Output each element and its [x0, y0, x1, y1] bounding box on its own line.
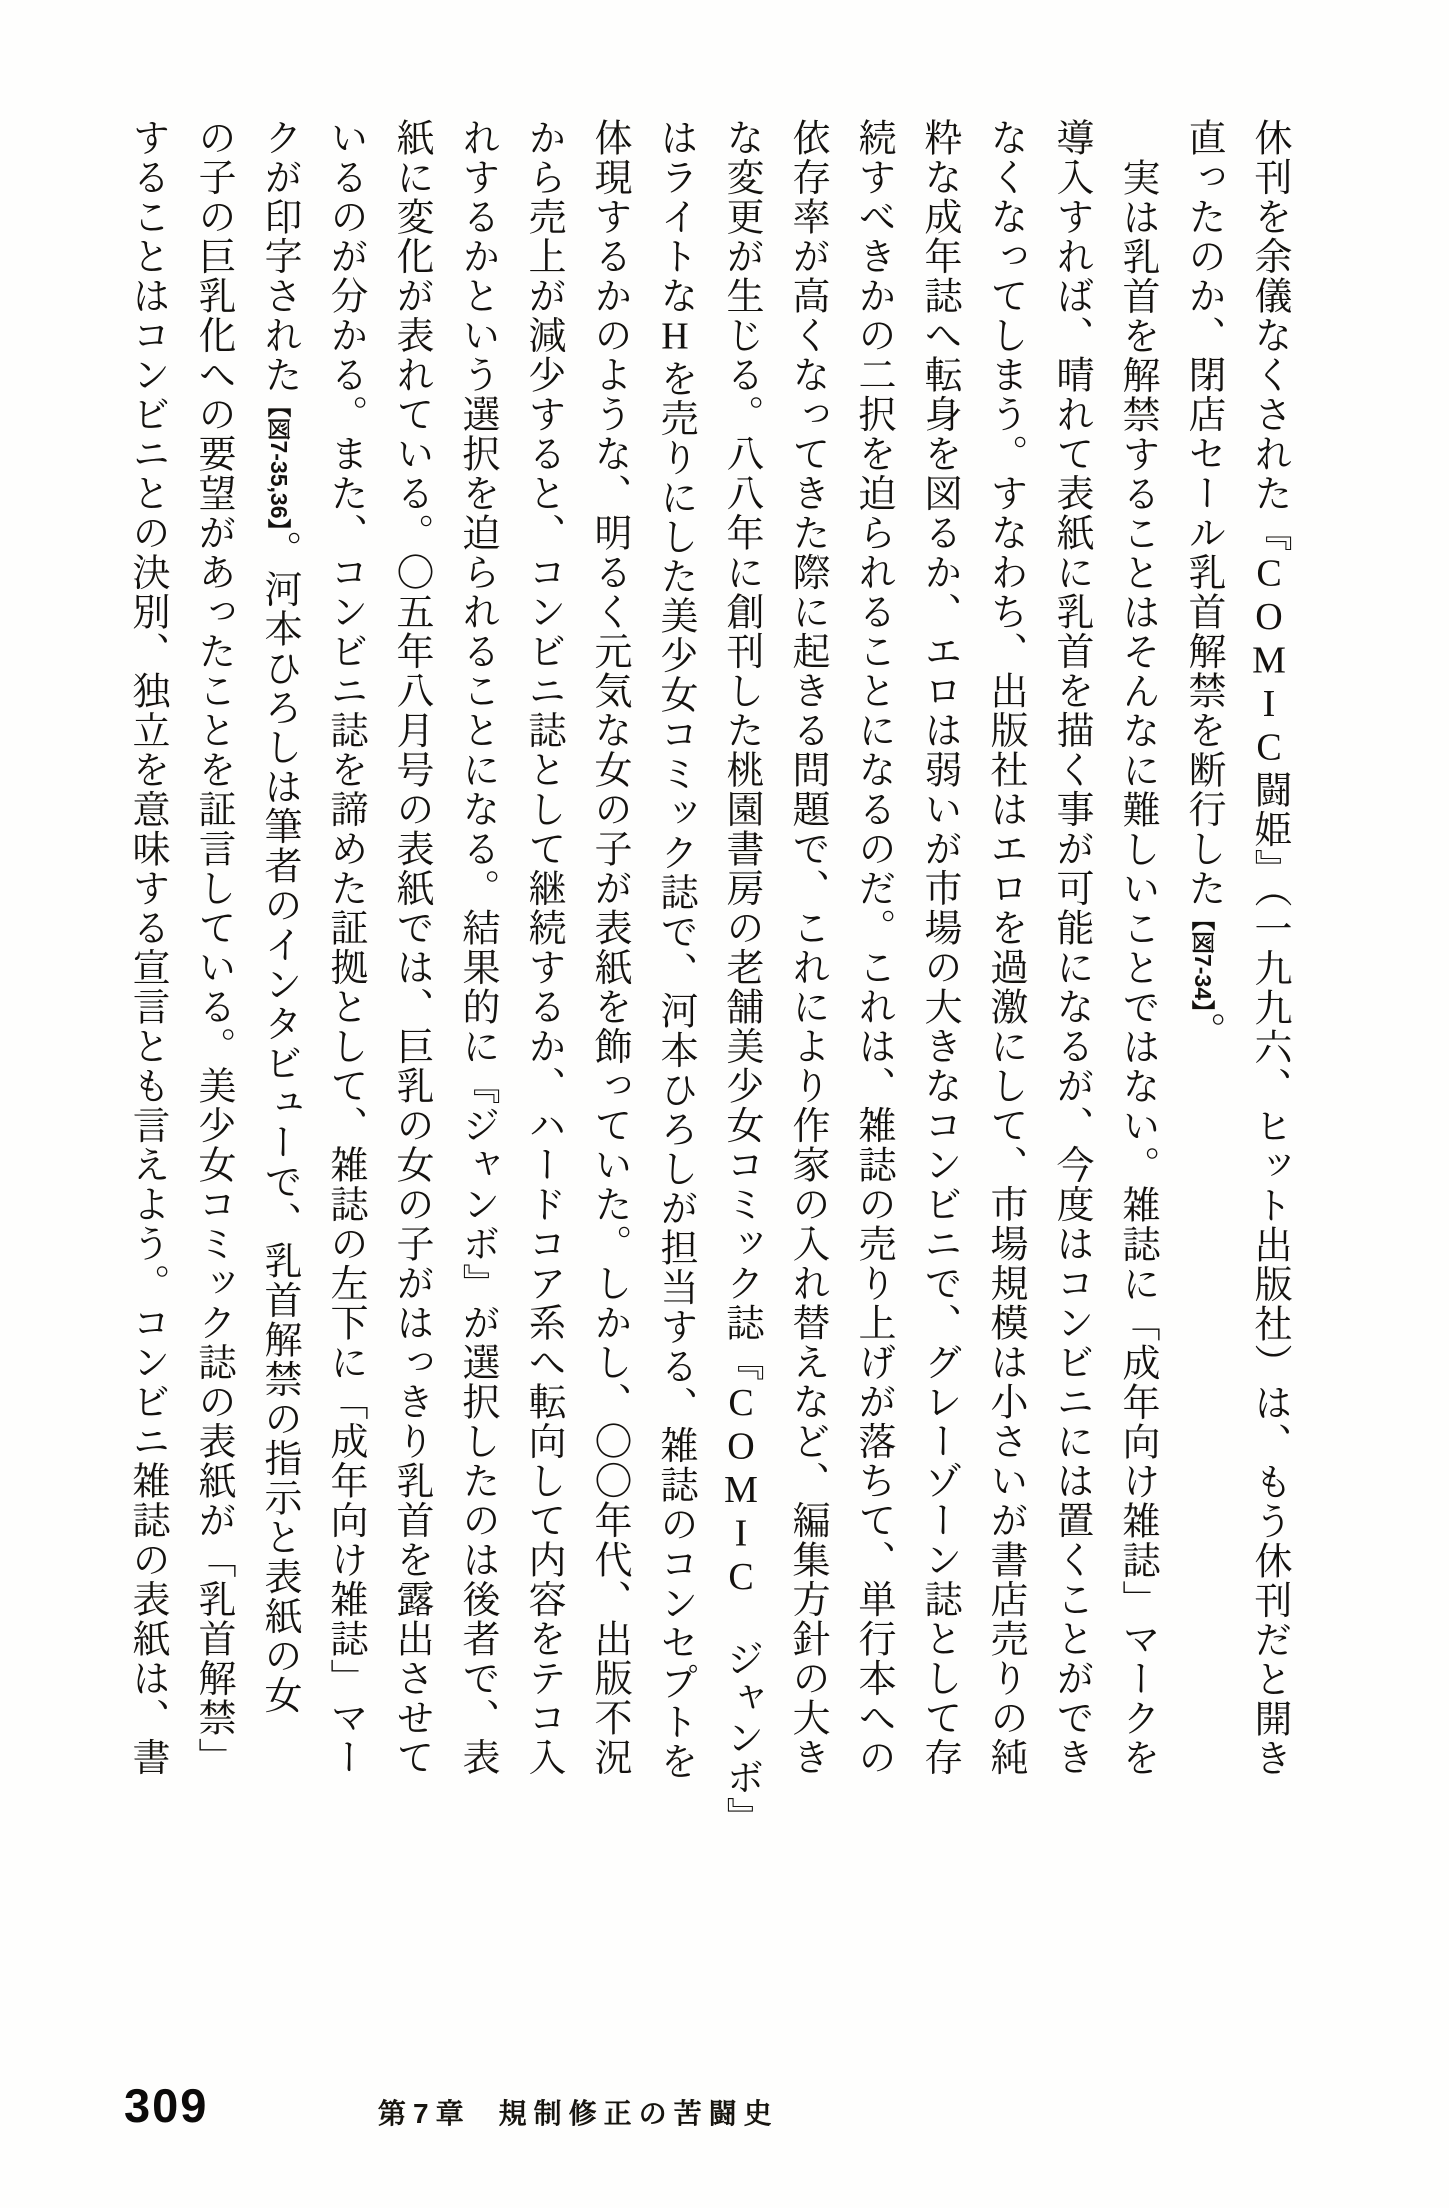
text-column	[708, 118, 774, 1837]
column-text: 実は乳首を解禁することはそんなに難しいことではない。雑誌に「成年向け雑誌」マークを	[1116, 158, 1158, 1778]
column-text: な変更が生じる。八八年に創刊した桃園書房の老舗美少女コミック誌『COMIC ジャンボ』	[720, 118, 762, 1837]
text-column	[246, 118, 312, 1753]
column-text: の子の巨乳化への要望があったことを証言している。美少女コミック誌の表紙が「乳首解禁」	[192, 118, 234, 1777]
column-text: から売上が減少すると、コンビニ誌として継続するか、ハードコア系へ転向して内容をテコ入	[522, 118, 564, 1777]
column-text: 休刊を余儀なくされた『COMIC闘姫』（一九九六、ヒット出版社）は、もう休刊だと開き	[1248, 118, 1290, 1778]
column-text: 。河本ひろしは筆者のインタビューで、乳首解禁の指示と表紙の女	[258, 530, 300, 1716]
chapter-label: 第7章	[378, 2098, 471, 2129]
text-column	[1038, 118, 1104, 1777]
chapter-title: 規制修正の苦闘史	[498, 2098, 779, 2129]
column-text: 続すべきかの二択を迫られることになるのだ。これは、雑誌の売り上げが落ちて、単行本への	[852, 118, 894, 1777]
column-text: 粋な成年誌へ転身を図るか、エロは弱いが市場の大きなコンビニで、グレーゾーン誌として存	[918, 118, 960, 1777]
text-column	[972, 118, 1038, 1777]
column-text: なくなってしまう。すなわち、出版社はエロを過激にして、市場規模は小さいが書店売りの純	[984, 118, 1026, 1777]
text-column	[642, 118, 708, 1781]
text-column	[576, 118, 642, 1777]
column-text: 依存率が高くなってきた際に起きる問題で、これにより作家の入れ替えなど、編集方針の大き	[786, 118, 828, 1777]
text-column	[114, 118, 180, 1777]
column-text: 直ったのか、閉店セール乳首解禁を断行した	[1182, 118, 1224, 908]
figure-reference: 【図7-34】	[1190, 908, 1216, 1012]
text-column	[378, 118, 444, 1777]
figure-reference: 【図7-35,36】	[266, 394, 292, 531]
text-column	[1104, 118, 1170, 1778]
page-footer	[378, 2092, 779, 2132]
column-text: 。	[1182, 1011, 1224, 1052]
page-number: 309	[124, 2079, 209, 2132]
column-text: クが印字された	[258, 118, 300, 395]
column-text: 紙に変化が表れている。〇五年八月号の表紙では、巨乳の女の子がはっきり乳首を露出させて	[390, 118, 432, 1777]
column-text: いるのが分かる。また、コンビニ誌を諦めた証拠として、雑誌の左下に「成年向け雑誌」マー	[324, 118, 366, 1777]
text-column	[906, 118, 972, 1777]
text-column	[840, 118, 906, 1777]
column-text: れするかという選択を迫られることになる。結果的に『ジャンボ』が選択したのは後者で、表	[456, 118, 498, 1777]
text-column	[444, 118, 510, 1777]
column-text: 導入すれば、晴れて表紙に乳首を描く事が可能になるが、今度はコンビニには置くことができ	[1050, 118, 1092, 1777]
text-column	[312, 118, 378, 1777]
text-column	[774, 118, 840, 1777]
text-column	[510, 118, 576, 1777]
text-columns	[114, 118, 1302, 1837]
column-text: はライトなHを売りにした美少女コミック誌で、河本ひろしが担当する、雑誌のコンセプトを	[654, 118, 696, 1781]
column-text: 体現するかのような、明るく元気な女の子が表紙を飾っていた。しかし、〇〇年代、出版不況	[588, 118, 630, 1777]
text-column	[1236, 118, 1302, 1778]
text-column	[180, 118, 246, 1777]
text-column	[1170, 118, 1236, 1753]
column-text: することはコンビニとの決別、独立を意味する宣言とも言えよう。コンビニ雑誌の表紙は、書	[126, 118, 168, 1777]
